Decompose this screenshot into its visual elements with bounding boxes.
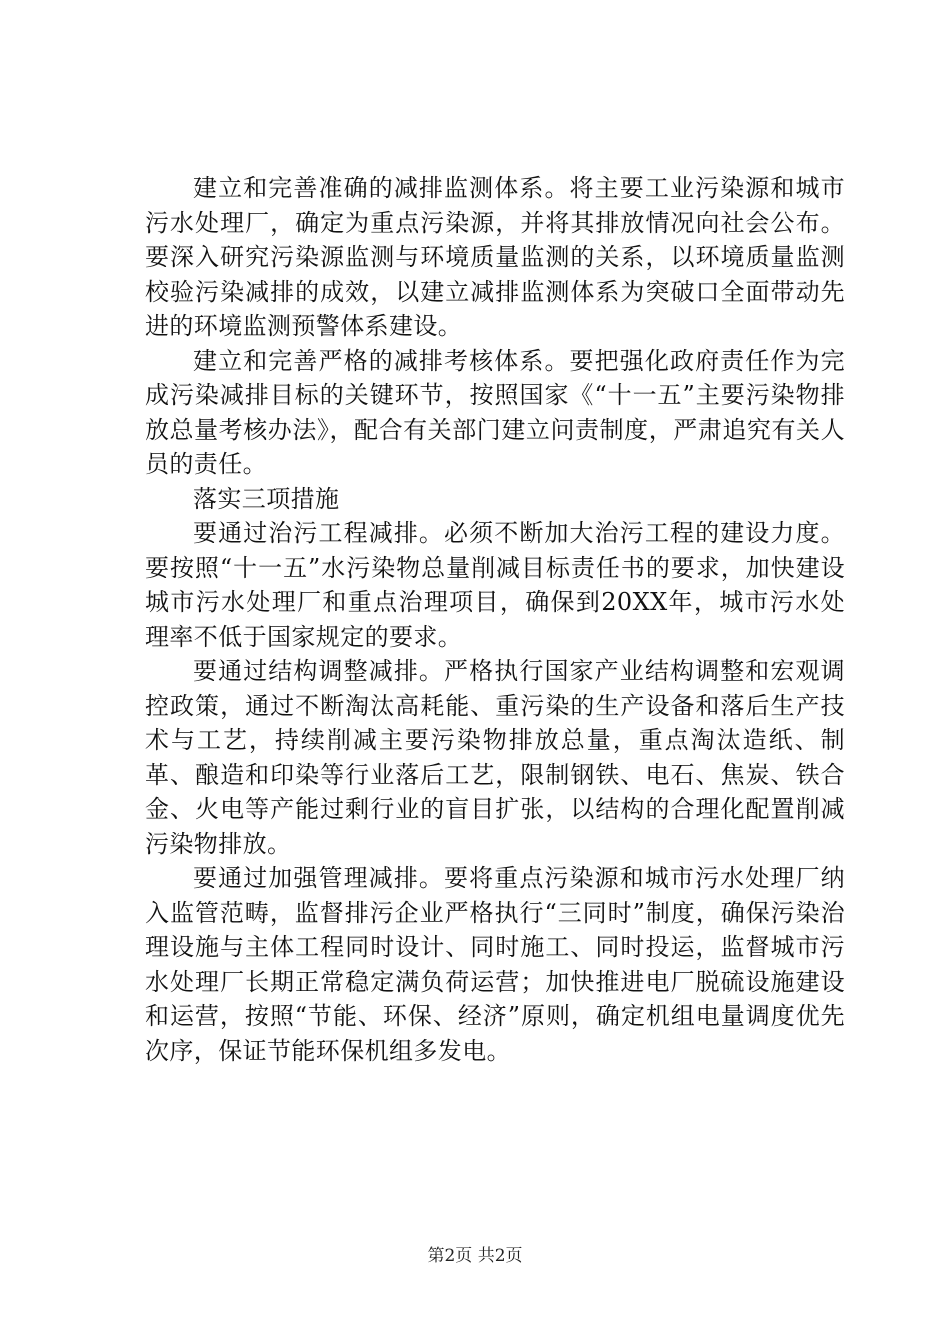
document-body <box>145 171 845 1068</box>
paragraph-structural-reduction: 要通过结构调整减排。严格执行国家产业结构调整和宏观调控政策，通过不断淘汰高耗能、重污染的生产设备和落后生产技术与工艺，持续削减主要污染物排放总量，重点淘汰造纸、制革、酿造和印染等行业落后工艺，限制钢铁、电石、焦炭、铁合金、火电等产能过剩行业的盲目扩张，以结构的合理化配置削减污染物排放。 <box>145 657 845 858</box>
section-heading-three-measures: 落实三项措施 <box>193 484 340 513</box>
page-number-footer: 第2页 共2页 <box>427 1246 523 1266</box>
paragraph-monitoring-system: 建立和完善准确的减排监测体系。将主要工业污染源和城市污水处理厂，确定为重点污染源，并将其排放情况向社会公布。要深入研究污染源监测与环境质量监测的关系，以环境质量监测校验污染减排的成效，以建立减排监测体系为突破口全面带动先进的环境监测预警体系建设。 <box>145 174 845 340</box>
paragraph-assessment-system: 建立和完善严格的减排考核体系。要把强化政府责任作为完成污染减排目标的关键环节，按照国家《“十一五”主要污染物排放总量考核办法》，配合有关部门建立问责制度，严肃追究有关人员的责任。 <box>145 346 845 478</box>
paragraph-engineering-reduction: 要通过治污工程减排。必须不断加大治污工程的建设力度。要按照“十一五”水污染物总量削减目标责任书的要求，加快建设城市污水处理厂和重点治理项目，确保到20XX年，城市污水处理率不低于国家规定的要求。 <box>145 519 845 651</box>
paragraph-management-reduction: 要通过加强管理减排。要将重点污染源和城市污水处理厂纳入监管范畴，监督排污企业严格执行“三同时”制度，确保污染治理设施与主体工程同时设计、同时施工、同时投运，监督城市污水处理厂长期正常稳定满负荷运营；加快推进电厂脱硫设施建设和运营，按照“节能、环保、经济”原则，确定机组电量调度优先次序，保证节能环保机组多发电。 <box>145 864 845 1065</box>
